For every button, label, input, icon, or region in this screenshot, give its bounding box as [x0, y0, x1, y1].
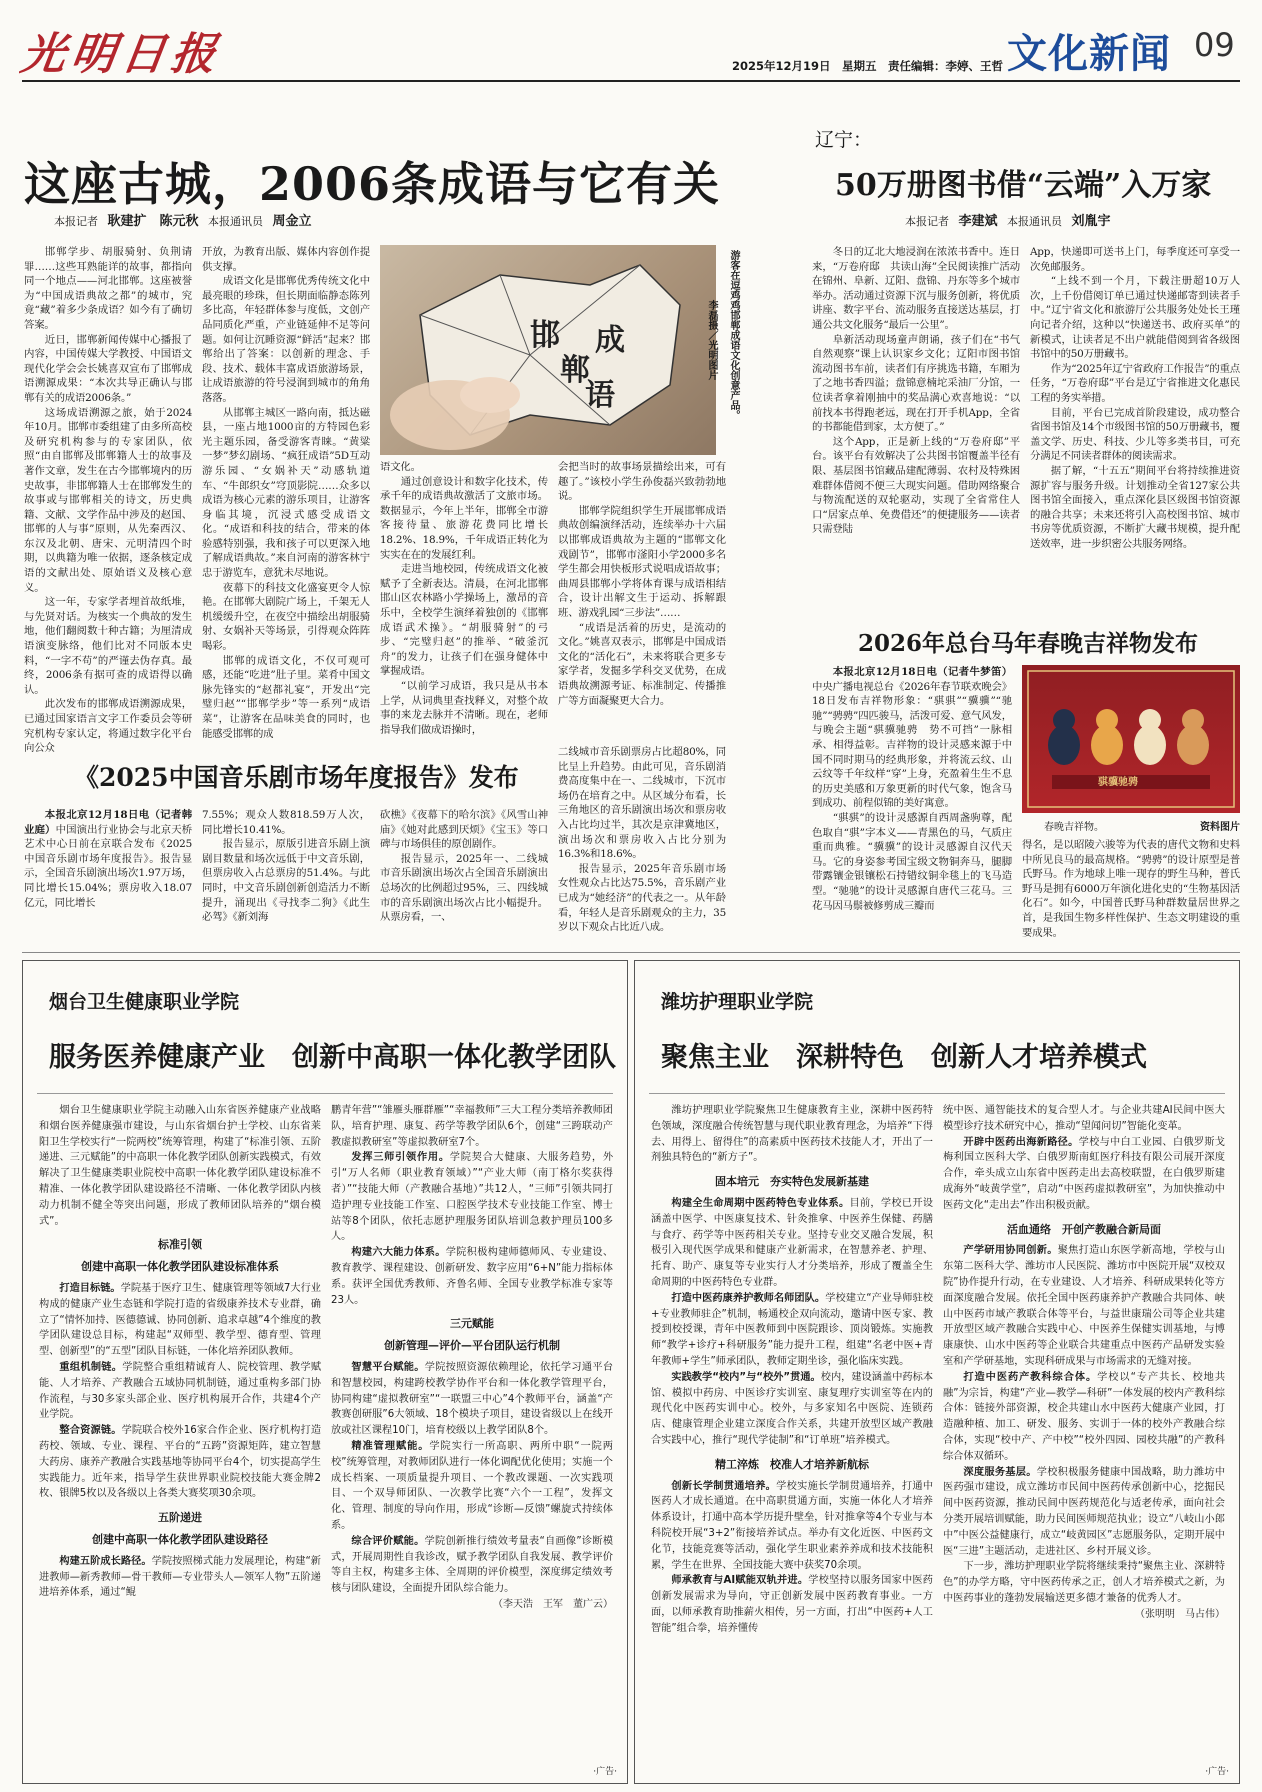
paragraph: 成语文化是邯郸优秀传统文化中最亮眼的珍珠，但长期面临静态陈列多比高，年轻群体参与度低，文创产品同质化严重，产业链延伸不足等问题。如何让沉睡资源“鲜活”起来？邯郸给出了答案：以创新的理念、手段、技术、载体丰富成语旅游场景，让成语旅游的符号浸润到城市的角角落落。 [202, 275, 370, 404]
weifang-school-name: 潍坊护理职业学院 [661, 991, 814, 1013]
liaoning-col-1 [812, 245, 1020, 585]
paragraph [651, 1479, 933, 1574]
lead: 发挥三师引领作用。 [351, 1152, 450, 1164]
paragraph: 目前，平台已完成首阶段建设，成功整合省图书馆及14个市级图书馆的50万册藏书，覆盖文学、历史、科技、少儿等多类书目，可充分满足不同读者群体的阅读需求。 [1030, 406, 1240, 463]
paragraph-text: 学校实施长学制贯通培养，打通中医药人才成长通道。在中高职贯通方面，实施一体化人才培养体系设计，打通中高本学历提升壁垒，针对推拿等4个专业与本科院校开展“3+2”衔接培养试点。举办有文化近医、中医药文化节，技能竞赛等活动，强化学生职业素养养成和技术技能积累，学生在世界、全国技能大赛中获奖70余项。 [651, 1480, 934, 1571]
lead: 创新长学制贯通培养。 [671, 1480, 777, 1492]
byline-mid: 本报通讯员 [208, 215, 264, 228]
musical-col-2 [202, 808, 370, 938]
lead: 产学研用协同创新。 [963, 1245, 1058, 1257]
paragraph: “骐骐”的设计灵感源自西周盏驹尊，配色取自“骐”字本义——青黑色的马，气质庄重而典雅。“骥骥”的设计灵感源自汉代天马。它的身姿参考国宝级文物铜奔马，腿脚带露镶金银镶松石持错纹铜伞毯上的飞马造型。“驰驰”的设计灵感源自唐代三花马。三花马因马鬃被修剪成三瓣而 [812, 811, 1012, 912]
yantai-ad-headline: 服务医养健康产业 创新中高职一体化教学团队 [49, 1042, 616, 1073]
lead: 精准管理赋能。 [351, 1440, 430, 1452]
byline-reporters: 耿建扩 陈元秋 [107, 214, 199, 229]
paragraph: 从邯郸主城区一路向南，抵达磁县，一座占地1000亩的方特园色彩光主题乐园，备受游客青睐。“黄粱一梦”梦幻剧场、“疯狂成语”5D互动游乐园、“女娲补天”动感轨道车、“牛郎织女”穹顶影院……众多以成语为核心元素的游乐项目，让游客身临其境，沉浸式感受成语文化。“成语和科技的结合，带来的体验感特别强，我和孩子可以更深入地了解成语典故。”来自河南的游客林宁忠于游览车，意犹未尽地说。 [202, 406, 370, 580]
paragraph: 语文化。 [380, 461, 421, 473]
ads-divider-rule [22, 952, 1240, 953]
paragraph [651, 1370, 933, 1449]
paragraph: 砍樵》《夜幕下的哈尔滨》《风雪山神庙》《她对此感到厌烦》《宝玉》等口碑与市场俱佳的原创剧作。 [380, 809, 548, 851]
section-title: 活血通络 开创产教融合新局面 [1007, 1222, 1161, 1236]
paragraph: 作为“2025年辽宁省政府工作报告”的重点任务，“万卷府邸”平台是辽宁省推进文化惠民工程的务实举措。 [1030, 362, 1240, 404]
paragraph [331, 1150, 613, 1245]
paragraph: 会把当时的故事场景描绘出来，可有趣了。”该校小学生孙俊磊兴致勃勃地说。 [558, 461, 726, 503]
main-col-2 [202, 245, 370, 740]
main-byline [54, 210, 318, 229]
photo-caption-text: 游客在逗鸡鸡邯郸成语文化创意产品。 [728, 250, 739, 420]
yantai-headline-rule [37, 1093, 613, 1094]
paragraph-text: 学院整合重组精诚育人、院校管理、教学赋能、人才培养、产教融合五域协同机制链，通过重构多部门协作流程，与30多家头部企业、医疗机构展开合作，共建4个产业学院。 [39, 1361, 322, 1421]
paragraph [39, 1554, 321, 1601]
credit: 资料图片 [1200, 822, 1240, 833]
paragraph: 报告显示，原版引进音乐剧上演剧目数量和场次远低于中文音乐剧，但票房收入占总票房的51.4%。与此同时，中文音乐剧创新创造活力不断提升，涌现出《寻找李二狗》《此生必驾》《新刘海 [202, 838, 370, 924]
paragraph [331, 1245, 613, 1308]
paragraph: 此次发布的邯郸成语溯源成果，已通过国家语言文字工作委员会等研究机构专家认定，将通过数字化平台向公众 [24, 698, 192, 755]
liaoning-byline [905, 210, 1117, 229]
paragraph [812, 665, 1012, 811]
main-col-3 [380, 460, 548, 736]
yantai-col-1 [39, 1103, 321, 1773]
puzzle-map-illustration [380, 245, 716, 455]
musical-col-1 [24, 808, 192, 938]
paragraph [943, 1243, 1225, 1369]
lead: 智慧平台赋能。 [351, 1361, 425, 1373]
weifang-ad-panel [634, 960, 1240, 1784]
byline-reporter: 李建斌 [958, 214, 998, 229]
paragraph: 冬日的辽北大地浸润在浓浓书香中。连日来，“万卷府邸 共读山海”全民阅读推广活动在锦州、阜新、辽阳、盘锦、丹东等多个城市举办。活动通过资源下沉与服务创新，将优质讲座、数字平台、流动服务直接送达基层，打通公共文化服务“最后一公里”。 [812, 246, 1020, 331]
paragraph: 邯郸学步、胡服骑射、负荆请罪……这些耳熟能详的故事，都指向同一个地点——河北邯郸。这座被誉为“中国成语典故之都”的城市，究竟“藏”着多少条成语？如今有了确切答案。 [24, 246, 192, 331]
yantai-school-name: 烟台卫生健康职业学院 [49, 991, 240, 1013]
musical-headline: 《2025中国音乐剧市场年度报告》发布 [74, 763, 519, 792]
paragraph: 通过创意设计和数字化技术，传承千年的成语典故激活了文旅市场。数据显示，今年上半年，邯郸全市游客接待量、旅游花费同比增长18.2%、18.9%，千年成语正转化为实实在在的发展红利。 [380, 475, 548, 561]
paragraph: 下一步，潍坊护理职业学院将继续秉持“聚焦主业、深耕特色”的办学方略，守中医药传承之正，创人才培养模式之新，为中医药事业的蓬勃发展输送更多德才兼备的优秀人才。 [943, 1561, 1225, 1604]
byline-prefix: 本报记者 [54, 215, 98, 228]
lead: 整合资源链。 [59, 1425, 122, 1437]
paragraph: 报告显示，2025年一、二线城市音乐剧演出场次占全国音乐剧演出总场次的比例超过95%，三、四线城市的音乐剧演出场次占比小幅提升。从票房看，一、 [380, 852, 548, 924]
musical-col-4 [558, 745, 726, 940]
paragraph [39, 1281, 321, 1360]
paragraph [331, 1439, 613, 1534]
paragraph: 潍坊护理职业学院聚焦卫生健康教育主业，深耕中医药特色领域，深度融合传统智慧与现代职业教育理念，为培养“下得去、用得上、留得住”的高素质中医药技术技能人才，开出了一剂独具特色的“新方子”。 [651, 1105, 933, 1164]
section-title: 文化新闻 [1007, 30, 1171, 77]
dateline: 本报北京12月18日电（记者韩业庭） [24, 809, 192, 836]
main-photo [380, 245, 716, 455]
mascot-image [1022, 665, 1240, 813]
lead: 打造目标链。 [59, 1282, 121, 1294]
paragraph: 鹏青年营”“雏雁头雁群雁”“幸福教师”三大工程分类培养教师团队，培育护理、康复、药学等教学团队6个，创建“三跨联动产教虚拟教研室”等虚拟教研室7个。 [331, 1105, 613, 1148]
section-title: 固本培元 夯实特色发展新基建 [715, 1175, 869, 1189]
paragraph: 走进当地校园，传统成语文化被赋予了全新表达。清晨，在河北邯郸邯山区农林路小学操场上，激昂的音乐中，全校学生演绎着独创的《邯郸成语武术操》。“胡服骑射”的弓步、“完璧归赵”的推举、“破釜沉舟”的发力，让孩子们在强身健体中掌握成语。 [380, 563, 548, 678]
section-subtitle: 创新管理—评价—平台团队运行机制 [384, 1339, 560, 1353]
paragraph-text: 学校积极服务健康中国战略，助力潍坊中医药强市建设，成立潍坊市民间中医药传承创新中心，挖掘民间中医药资源，推动民间中医药规范化与适老传承，面向社会分类开展培训赋能，助力民间医师规范执业；设立“八岐山小郎中”中医公益健康行，成立“岐黄园区”志愿服务队，定期开展中医“三进”主题活动，走进社区、乡村开展义诊。 [943, 1466, 1226, 1557]
mascot-horses-illustration [1022, 665, 1240, 813]
musical-col-3 [380, 808, 548, 938]
photo-credit [700, 300, 718, 380]
paragraph: App，快递即可送书上门，每季度还可享受一次免邮服务。 [1030, 246, 1240, 273]
paragraph-text: 学院积极构建师德师风、专业建设、教育教学、课程建设、创新研发、数字应用“6+N”能力指标体系。获评全国优秀教师、齐鲁名师、全国专业教学标准专家等23人。 [331, 1247, 614, 1306]
paragraph-text: 中央广播电视总台《2026年春节联欢晚会》18日发布吉祥物形象：“骐骐”“骥骥”“驰驰”“骋骋”四匹骏马，活泼可爱、意气风发，与晚会主题“骐骥驰骋 势不可挡”一脉相承、相得益彰。吉祥物的设计灵感来源于中国不同时期马的经典形象，并将流云纹、山云纹等千年纹样“穿”上身，充盈着生生不息的历史美感和万象更新的时代气象，饱含马到成功、前程似锦的美好寓意。 [812, 680, 1012, 810]
paragraph: 7.55%；观众人数818.59万人次，同比增长10.41%。 [202, 809, 370, 836]
paragraph [651, 1573, 933, 1636]
paragraph-text: 中国演出行业协会与北京天桥艺术中心日前在京联合发布《2025中国音乐剧市场年度报告》。报告显示，全国音乐剧演出场次1.97万场，同比增长15.04%；票房收入18.07亿元，同比增长 [24, 823, 192, 909]
caption: 春晚吉祥物。 [1044, 822, 1104, 833]
weifang-col-1 [651, 1103, 933, 1773]
yantai-ad-panel [22, 960, 628, 1784]
main-col-4 [558, 460, 726, 713]
yantai-ad-mark: ·广告· [593, 1767, 617, 1777]
liaoning-col-2 [1030, 245, 1240, 585]
lead: 师承教育与AI赋能双轨并进。 [671, 1575, 809, 1587]
masthead [17, 18, 1242, 80]
paragraph-text: 学院实行一所高职、两所中职“一院两校”统筹管理，对教师团队进行一体化调配优化使用；实施一个成长档案、一项质量提升项目、一个教改课题、一次实践项目、一个双导师团队、一次教学比赛“六个一工程”，发挥文化、管理、制度的导向作用，形成“诊断—反馈”螺旋式持续体系。 [331, 1440, 613, 1531]
photo-caption [722, 250, 740, 420]
main-headline: 这座古城，2006条成语与它有关 [24, 157, 721, 211]
yantai-col-2 [331, 1103, 613, 1773]
weifang-ad-mark: ·广告· [1205, 1767, 1229, 1777]
paragraph: 这场成语溯源之旅，始于2024年10月。邯郸市委组建了由多所高校及研究机构参与的专家团队，依照“由自邯郸及邯郸籍人士的故事及著作文章，发生在古今邯郸境内的历史故事，非邯郸籍人士在邯郸发生的故事或与邯郸相关的诗文，历史典籍、文献、文学作品中涉及的赵国、邯郸的人与事”原则，从先秦西汉、东汉及北朝、唐宋、元明清四个时期，以典籍为唯一依据，逐条核定成语的文献出处、原始语义及核心意义。 [24, 406, 192, 594]
weifang-headline-rule [649, 1093, 1225, 1094]
newspaper-logo: 光明日报 [17, 29, 225, 80]
mascot-image-caption [1022, 818, 1240, 833]
paragraph [651, 1196, 933, 1291]
paragraph: “上线不到一个月，下载注册超10万人次，上千份借阅订单已通过快递邮寄到读者手中。”辽宁省文化和旅游厅公共服务处处长王瑾向记者介绍，这种以“快递送书、政府买单”的新模式，让读者足不出户就能借阅到省各级图书馆中的50万册藏书。 [1030, 275, 1240, 361]
page-number: 09 [1194, 26, 1235, 64]
paragraph: 二线城市音乐剧票房占比超80%，同比呈上升趋势。由此可见，音乐剧消费高度集中在一、二线城市，下沉市场仍在培育之中。从区域分布看，长三角地区的音乐剧演出场次和票房收入占比均过半，其次是京津冀地区，演出场次和票房收入占比分别为16.3%和18.6%。 [558, 746, 726, 861]
paragraph [331, 1534, 613, 1597]
paragraph-text: 目前，学校已开设涵盖中医学、中医康复技术、针灸推拿、中医养生保健、药膳与食疗、药学等中医药相关专业。坚持专业交叉融合发展，积极引入现代医学成果和健康产业新需求，在智慧养老、护理、托育、助产、康复等专业实行人才分类培养，形成了覆盖全生命周期的中医药特色专业群。 [651, 1197, 934, 1288]
paragraph [24, 808, 192, 910]
paragraph: 这个App，正是新上线的“万卷府邸”平台。该平台有效解决了公共图书馆覆盖半径有限、基层图书馆藏品建配薄弱、农村及特殊困难群体借阅不便三大现实问题。借助网络聚合与物流配送的双轮驱动，实现了全省常住人口“居家点单、免费借还”的便捷服务——读者只需登陆 [812, 435, 1020, 536]
paragraph-text: 学校建立“产业导师驻校+专业教师驻企”机制，畅通校企双向流动，邀请中医专家、教授到校授课，青年中医教师到中医院跟诊、顶岗锻炼。实施教师“教学+诊疗+科研服务”能力提升工程，组建“名老中医+青年教师+学生”师承团队，教师定期坐诊，强化临床实践。 [651, 1292, 933, 1367]
paragraph: 报告显示，2025年音乐剧市场女性观众占比达75.5%，音乐剧产业已成为“她经济”的代表之一。从年龄看，年轻人是音乐剧观众的主力，35岁以下观众占比近八成。 [558, 862, 726, 934]
svg-text:邯: 邯 [530, 318, 560, 353]
paragraph: “成语是活着的历史，是流动的文化。”姚喜双表示，邯郸是中国成语文化的“活化石”，未来将联合更多专家学者，发掘多学科交叉优势，在成语典故溯源考证、标准制定、传播推广等方面凝聚更大合力。 [558, 621, 726, 707]
paragraph-text: 学校以“专产共长、校地共融”为宗旨，构建“产业—教学—科研”一体发展的校内产教科综合体：链接外部资源，校企共建山水中医药大健康产业园，打造融种植、加工、研发、服务、实训于一体的校外产教融合综合体，实现“校中产、产中校”“校外四园、园校共融”的产教科综合体双循环。 [943, 1371, 1226, 1462]
paragraph: 烟台卫生健康职业学院主动融入山东省医养健康产业战略和烟台医养健康强市建设，与山东省烟台护士学校、山东省莱阳卫生学校实行“一院两校”统筹管理，构建了“标准引领、五阶递进、三元赋能”的中高职一体化教学团队创新实践模式，有效解决了卫生健康类职业院校中高职一体化教学团队建设标准不精准、一体化教学团队建设路径不清晰、一体化教学团队内核动力机制不健全等突出问题，形成了教师团队培养的“烟台模式”。 [39, 1105, 321, 1227]
lead: 深度服务基层。 [963, 1466, 1037, 1478]
lead: 打造中医药康养护教师名师团队。 [671, 1292, 826, 1304]
liaoning-headline: 50万册图书借“云端”入万家 [835, 168, 1212, 203]
lead: 实践教学“校内”与“校外”贯通。 [671, 1371, 821, 1383]
lead: 开辟中医药出海新路径。 [963, 1136, 1079, 1148]
paragraph: 夜幕下的科技文化盛宴更令人惊艳。在邯郸大剧院广场上，千架无人机缓缓升空，在夜空中描绘出胡服骑射、女娲补天等场景，引得观众阵阵喝彩。 [202, 581, 370, 653]
paragraph [943, 1135, 1225, 1214]
paragraph: 邯郸的成语文化，不仅可观可感，还能“吃进”肚子里。菜肴中国文脉先锋实的“赵都礼宴”，开发出“完璧归赵”“邯郸学步”等一系列“成语菜”，让游客在品味美食的同时，也能感受邯郸的成 [202, 654, 370, 740]
ad-authors: （张明明 马占伟） [1135, 1608, 1225, 1620]
lead: 构建五阶成长路径。 [59, 1555, 152, 1567]
lead: 打造中医药产教科综合体。 [963, 1371, 1098, 1383]
paragraph-text: 校内，建设涵盖中药标本馆、模拟中药房、中医诊疗实训室、康复理疗实训室等在内的现代化中医药实训中心。校外，与多家知名中医院、连锁药店、健康管理企业建立深度合作关系，共建开放型区域产教融合实践中心，推行“现代学徒制”和“订单班”培养模式。 [651, 1371, 934, 1446]
svg-text:郸: 郸 [560, 353, 590, 388]
svg-text:语: 语 [585, 378, 615, 413]
masthead-rule [22, 80, 1240, 82]
paragraph-text: 学校与中白工业园、白俄罗斯戈梅利国立医科大学、白俄罗斯南虹医疗科技有限公司展开深度合作，牵头成立山东省中医药走出去高校联盟，在白俄罗斯建成海外“岐黄学堂”，启动“中医药虚拟教研室”，为加快推动中医药文化“走出去”作出积极贡献。 [943, 1136, 1225, 1211]
mascot-image-label: 骐骥驰骋 [1098, 777, 1138, 788]
paragraph [39, 1360, 321, 1423]
weifang-ad-headline: 聚焦主业 深耕特色 创新人才培养模式 [661, 1042, 1147, 1073]
photo-credit-text: 李磊摄／光明图片 [706, 300, 717, 380]
section-title: 三元赋能 [450, 1317, 494, 1331]
date-line: 2025年12月19日 星期五 责任编辑：李婷、王哲 [732, 59, 1004, 73]
ad-authors: （李天浩 王军 董广云） [493, 1598, 613, 1610]
paragraph: 阜新活动现场童声朗诵，孩子们在“书气自然观察”课上认识家乡文化；辽阳市图书馆流动图书车前，读者们有序挑选书籍，车厢为了之地书香四溢；盘锦意楠坨采油厂分馆，一位读者拿着刚抽中的奖品满心欢喜地说：“以前找本书得跑老远，现在打开手机App，全省的书都能借到家，太方便了。” [812, 333, 1020, 434]
paragraph: 统中医、通智能技术的复合型人才。与企业共建AI民间中医大模型诊疗技术研究中心，推动“望闻问切”智能化变革。 [943, 1105, 1225, 1132]
section-subtitle: 创建中高职一体化教学团队建设标准体系 [81, 1260, 279, 1274]
byline-correspondent: 刘胤宇 [1071, 214, 1111, 229]
paragraph [39, 1423, 321, 1502]
section-title: 精工淬炼 校准人才培养新航标 [715, 1457, 869, 1471]
liaoning-kicker: 辽宁： [815, 129, 873, 151]
lead: 构建六大能力体系。 [351, 1247, 446, 1259]
byline-mid: 本报通讯员 [1007, 215, 1063, 228]
section-title: 五阶递进 [158, 1511, 202, 1525]
byline-correspondent: 周金立 [272, 214, 312, 229]
section-title: 标准引领 [158, 1238, 202, 1252]
mascot-headline: 2026年总台马年春晚吉祥物发布 [858, 630, 1199, 657]
svg-text:成: 成 [595, 323, 625, 358]
paragraph [651, 1291, 933, 1370]
paragraph: 开放，为教育出版、媒体内容创作提供支撑。 [202, 246, 370, 273]
weifang-col-2 [943, 1103, 1225, 1773]
paragraph-text: 学校坚持以服务国家中医药创新发展需求为导向，守正创新发展中医药教育事业。一方面，以师承教育助推薪火相传，另一方面，打出“中医药+人工智能”组合拳，培养懂传 [651, 1575, 933, 1634]
paragraph-text: 学院基于医疗卫生、健康管理等领域7大行业构成的健康产业生态链和学院打造的省级康养技术专业群，确立了“情怀加持、医德德诚、协同创新、追求卓越”4个维度的教学团队建设总目标，构建起“双师型、教学型、德育型、管理型、创新型”的“五型”团队目标链，一体化培养团队教师。 [39, 1282, 321, 1358]
lead: 构建全生命周期中医药特色专业体系。 [671, 1197, 850, 1209]
paragraph: 近日，邯郸新闻传媒中心播报了内容，中国传媒大学教授、中国语文现代化学会会长姚喜双宣布了邯郸成语溯源成果：“本次共导正确认与邯郸有关的成语2006条。” [24, 333, 192, 404]
paragraph: 据了解，“十五五”期间平台将持续推进资源扩容与服务升级。计划推动全省127家公共图书馆全面接入，重点深化县区级图书馆资源的融合共享；未来还将引入高校图书馆、城市书房等优质资源，不断扩大藏书规模，提升配送效率，进一步织密公共服务网络。 [1030, 464, 1240, 550]
section-subtitle: 创建中高职一体化教学团队建设路径 [92, 1532, 268, 1546]
paragraph-text: 学院按照资源依赖理论，依托学习通平台和智慧校园，构建跨校教学协作平台和一体化教学管理平台，协同构建“虚拟教研室”“一联盟三中心”4个教师平台，涵盖“产教赛创研服”6大领域、18个模块子项目，建设省级以上在线开放或社区课程10门，培育校级以上教学团队8个。 [331, 1361, 614, 1437]
dateline: 本报北京12月18日电（记者牛梦笛） [832, 666, 1012, 678]
paragraph: 邯郸学院组织学生开展邯郸成语典故创编演绎活动，连续举办十六届以邯郸成语典故为主题的“邯郸文化戏剧节”，邯郸市滏阳小学2000多名学生都会用快板形式说唱成语故事；曲周县邯郸小学将体育课与成语相结合，设计出解文生于运动、拆解跟班、游戏乳园“三步法”…… [558, 504, 726, 619]
paragraph: “以前学习成语，我只是从书本上学，从词典里查找释义，对整个故事的来龙去脉并不清晰。现在，老师指导我们做成语操时， [380, 679, 548, 736]
paragraph: 得名，是以昭陵六骏等为代表的唐代文物和史料中所见良马的最高规格。“骋骋”的设计原型是普氏野马。作为地球上唯一现存的野生马种，普氏野马是拥有6000万年演化进化史的“生物基因活化石”。如今，中国普氏野马种群数量居世界之首，是我国生物多样性保护、生态文明建设的重要成果。 [1022, 839, 1240, 939]
lead: 综合评价赋能。 [351, 1535, 425, 1547]
paragraph-text: 学院契合大健康、大服务趋势，外引“万人名师（职业教育领域）”“产业大师（南丁格尔奖获得者）”“技能大师（产教融合基地）”共12人，“三师”引领共同打造护理专业技能工作室、口腔医学技术专业技能工作室、博士站等8个团队，依托志愿护理服务团队培训急救护理员100多人。 [331, 1152, 614, 1243]
paragraph: 这一年，专家学者埋首故纸堆，与先贤对话。为核实一个典故的发生地，他们翻阅数十种古籍；为厘清成语演变脉络，他们比对不同版本史料，“一字不苟”的严谨去伪存真。最终，2006条有据可查的成语得以确认。 [24, 596, 192, 696]
paragraph [943, 1370, 1225, 1465]
paragraph-text: 学院联合校外16家合作企业、医疗机构打造药校、领域、专业、课程、平台的“五跨”资源矩阵，建立智慧大药房、康养产教融合实践基地等协同平台4个，切实提高学生实践能力。近年来，指导学生获世界职业院校技能大赛金牌2枚、银牌5枚以及各级以上各类大赛奖项30余项。 [39, 1425, 322, 1500]
main-col-1 [24, 245, 192, 755]
lead: 重组机制链。 [59, 1361, 123, 1373]
paragraph [943, 1465, 1225, 1560]
paragraph-text: 聚焦打造山东医学新高地，学校与山东第二医科大学、潍坊市人民医院、潍坊市中医院开展“双校双院”协作提升行动，在专业建设、人才培养、科研成果转化等方面深度融合发展。依托全国中医药康养护产教融合共同体、峡山中医药市域产教联合体等平台，与益世康瑞公司等企业共建开放型区域产教融合实践中心、中医养生保健实训基地，与博康康快、山水中医药等企业联合共建重点中医药产品研发实验室和产学研基地，实现科研成果与市场需求的无缝对接。 [943, 1245, 1226, 1367]
paragraph [331, 1360, 613, 1439]
byline-prefix: 本报记者 [905, 215, 949, 228]
paragraph-text: 学院按照梯式能力发展理论，构建“新进教师—新秀教师—骨干教师—专业带头人—领军人物”五阶递进培养体系，通过“鲲 [39, 1555, 321, 1599]
paragraph-text: 学院创新推行绩效考量表“自画像”诊断模式，开展周期性自我诊改，赋予教学团队自我发展、教学评价等自主权，构建多主体、全周期的评价模型，深度绑定绩效考核与团队建设，全面提升团队综合能力。 [331, 1535, 614, 1595]
